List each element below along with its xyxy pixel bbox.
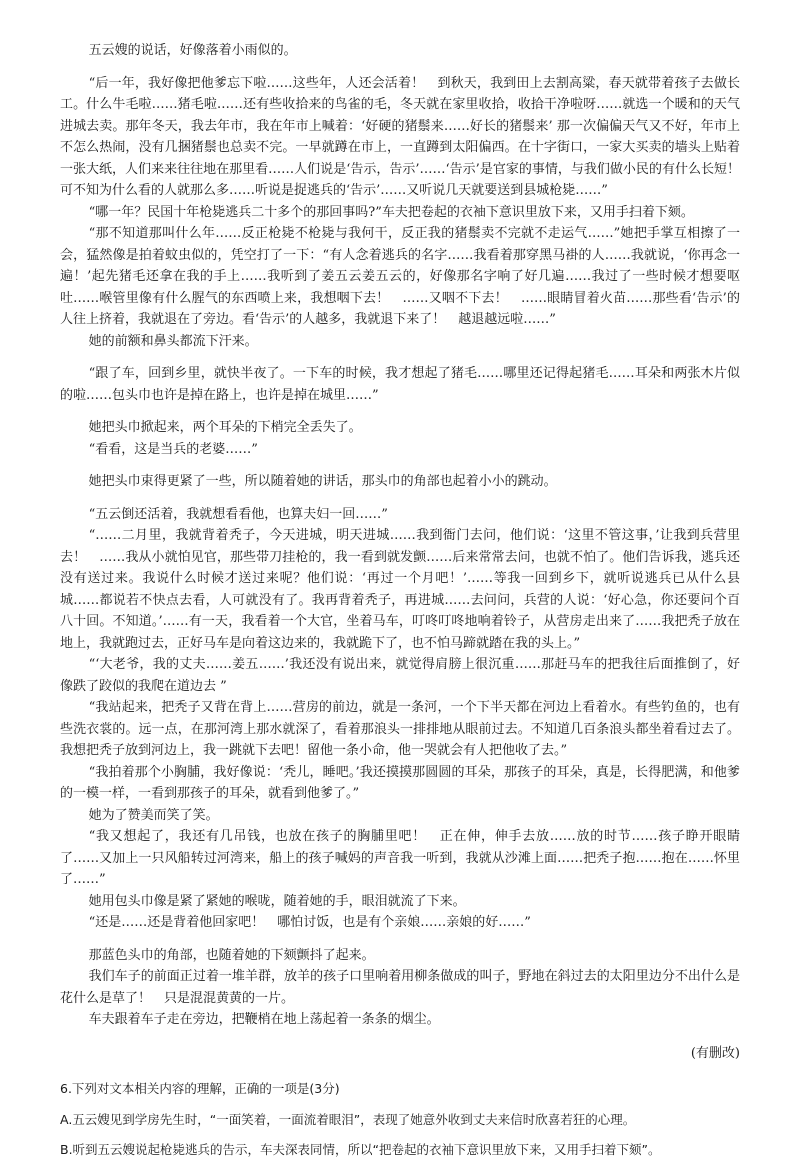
source-note: (有删改) [690, 1045, 740, 1061]
paragraph-17: 她用包头巾像是紧了紧她的喉咙，随着她的手，眼泪就流了下来。 [88, 893, 466, 909]
paragraph-8: “看看，这是当兵的老婆……” [88, 441, 258, 457]
paragraph-2: “后一年，我好像把他爹忘下啦……这些年，人还会活着！ 到秋天，我到田上去割高粱，春天就带着孩子去做长工。什么牛毛啦……猪毛啦……还有些收拾来的鸟雀的毛，冬天就在家里收拾，收拾干净啦呀……就选一个暖和的天气进城去卖。那年冬天，我去年市，我在年市上喊着：‘好硬的猪鬃来……好长的猪鬃来’ 那一次偏偏天气又不好，年市上不怎么热闹，没有几捆猪鬃也总卖不完。一早就蹲在市上，一直蹲到太阳偏西。在十字街口，一家大买卖的墙头上贴着一张大纸，人们来来往往地在那里看……人们说是‘告示，告示’……‘告示’是官家的事情，与我们做小民的有什么长短！ 可不知为什么看的人就那么多……听说是捉逃兵的‘告示’……又听说几天就要送到县城枪毙……” [60, 75, 754, 198]
paragraph-5: 她的前额和鼻头都流下汗来。 [88, 333, 258, 349]
document-page [60, 40, 754, 1161]
paragraph-10: “五云倒还活着，我就想看看他，也算夫妇一回……” [88, 506, 388, 522]
paragraph-3: “哪一年？民国十年枪毙逃兵二十多个的那回事吗?”车夫把卷起的衣袖下意识里放下来，又用手扫着下颏。 [88, 204, 694, 220]
paragraph-20: 我们车子的前面正过着一堆羊群，放羊的孩子口里响着用柳条做成的叫子，野地在斜过去的太阳里边分不出什么是花什么是草了！ 只是混混黄黄的一片。 [60, 969, 740, 1006]
paragraph-6: “跟了车，回到乡里，就快半夜了。一下车的时候，我才想起了猪毛……哪里还记得起猪毛……耳朵和两张木片似的啦……包头巾也许是掉在路上，也许是掉在城里……” [60, 366, 740, 403]
option-b: B.听到五云嫂说起枪毙逃兵的告示，车夫深表同情，所以“把卷起的衣袖下意识里放下来，又用手扫着下颏”。 [60, 1142, 661, 1157]
paragraph-12: “‘大老爷，我的丈夫……姜五……’我还没有说出来，就觉得肩膀上很沉重……那赶马车的把我往后面推倒了，好像跌了跤似的我爬在道边去 ” [60, 657, 740, 694]
paragraph-9: 她把头巾束得更紧了一些，所以随着她的讲话，那头巾的角部也起着小小的跳动。 [88, 474, 557, 489]
paragraph-18: “还是……还是背着他回家吧！ 哪怕讨饭，也是有个亲娘……亲娘的好……” [88, 915, 531, 930]
paragraph-21: 车夫跟着车子走在旁边，把鞭梢在地上荡起着一条条的烟尘。 [88, 1012, 440, 1027]
paragraph-4: “那不知道那叫什么年……反正枪毙不枪毙与我何干，反正我的猪鬃卖不完就不走运气……”她把手掌互相擦了一会，猛然像是拍着蚊虫似的，凭空打了一下：“有人念着逃兵的名字……我看着那穿黑马褂的人……我就说，‘你再念一遍！’起先猪毛还拿在我的手上……我听到了姜五云姜五云的，好像那名字响了好几遍……我过了一些时候才想要呕吐……喉管里像有什么腥气的东西喷上来，我想咽下去！ ……又咽不下去！ ……眼睛冒着火苗……那些看‘告示’的人往上挤着，我就退在了旁边。看‘告示’的人越多，我就退下来了！ 越退越远啦……” [60, 226, 740, 327]
paragraph-13: “我站起来，把秃子又背在背上……营房的前边，就是一条河，一个下半天都在河边上看着水。有些钓鱼的，也有些洗衣裳的。远一点，在那河湾上那水就深了，看着那浪头一排排地从眼前过去。不知道几百条浪头都坐着看过去了。我想把秃子放到河边上，我一跳就下去吧！留他一条小命，他一哭就会有人把他收了去。” [60, 700, 740, 758]
paragraph-16: “我又想起了，我还有几吊钱，也放在孩子的胸脯里吧！ 正在伸，伸手去放……放的时节……孩子睁开眼睛了……又加上一只风船转过河湾来，船上的孩子喊妈的声音我一听到，我就从沙滩上面……把秃子抱……抱在……怀里了……” [60, 829, 740, 887]
paragraph-19: 那蓝色头巾的角部，也随着她的下颏颤抖了起来。 [88, 947, 375, 963]
paragraph-11: “……二月里，我就背着秃子，今天进城，明天进城……我到衙门去问，他们说：‘这里不管这事，’让我到兵营里去！ ……我从小就怕见官，那些带刀挂枪的，我一看到就发颤……后来常常去问，也就不怕了。他们告诉我，逃兵还没有送过来。我说什么时候才送过来呢？他们说：‘再过一个月吧！’……等我一回到乡下，就听说逃兵已从什么县城……都说若不快点去看，人可就没有了。我再背着秃子，再进城……去问问，兵营的人说：‘好心急，你还要问个百八十回。不知道。’……有一天，我看着一个大官，坐着马车，叮咚叮咚地响着铃子，从营房走出来了……我把秃子放在地上，我就跑过去，正好马车是向着这边来的，我就跪下了，也不怕马蹄就踏在我的头上。” [60, 528, 740, 651]
question-stem: 6.下列对文本相关内容的理解，正确的一项是(3分) [60, 1081, 340, 1096]
paragraph-15: 她为了赞美而笑了笑。 [88, 807, 219, 823]
paragraph-1: 五云嫂的说话，好像落着小雨似的。 [88, 43, 297, 58]
option-a: A.五云嫂见到学房先生时，“一面笑着，一面流着眼泪”，表现了她意外收到丈夫来信时欣喜若狂的心理。 [60, 1111, 636, 1127]
paragraph-7: 她把头巾掀起来，两个耳朵的下梢完全丢失了。 [88, 420, 362, 435]
paragraph-14: “我拍着那个小胸脯，我好像说：‘秃儿，睡吧。’我还摸摸那圆圆的耳朵，那孩子的耳朵，真是，长得肥满，和他爹的一模一样，一看到那孩子的耳朵，就看到他爹了。” [60, 764, 740, 801]
